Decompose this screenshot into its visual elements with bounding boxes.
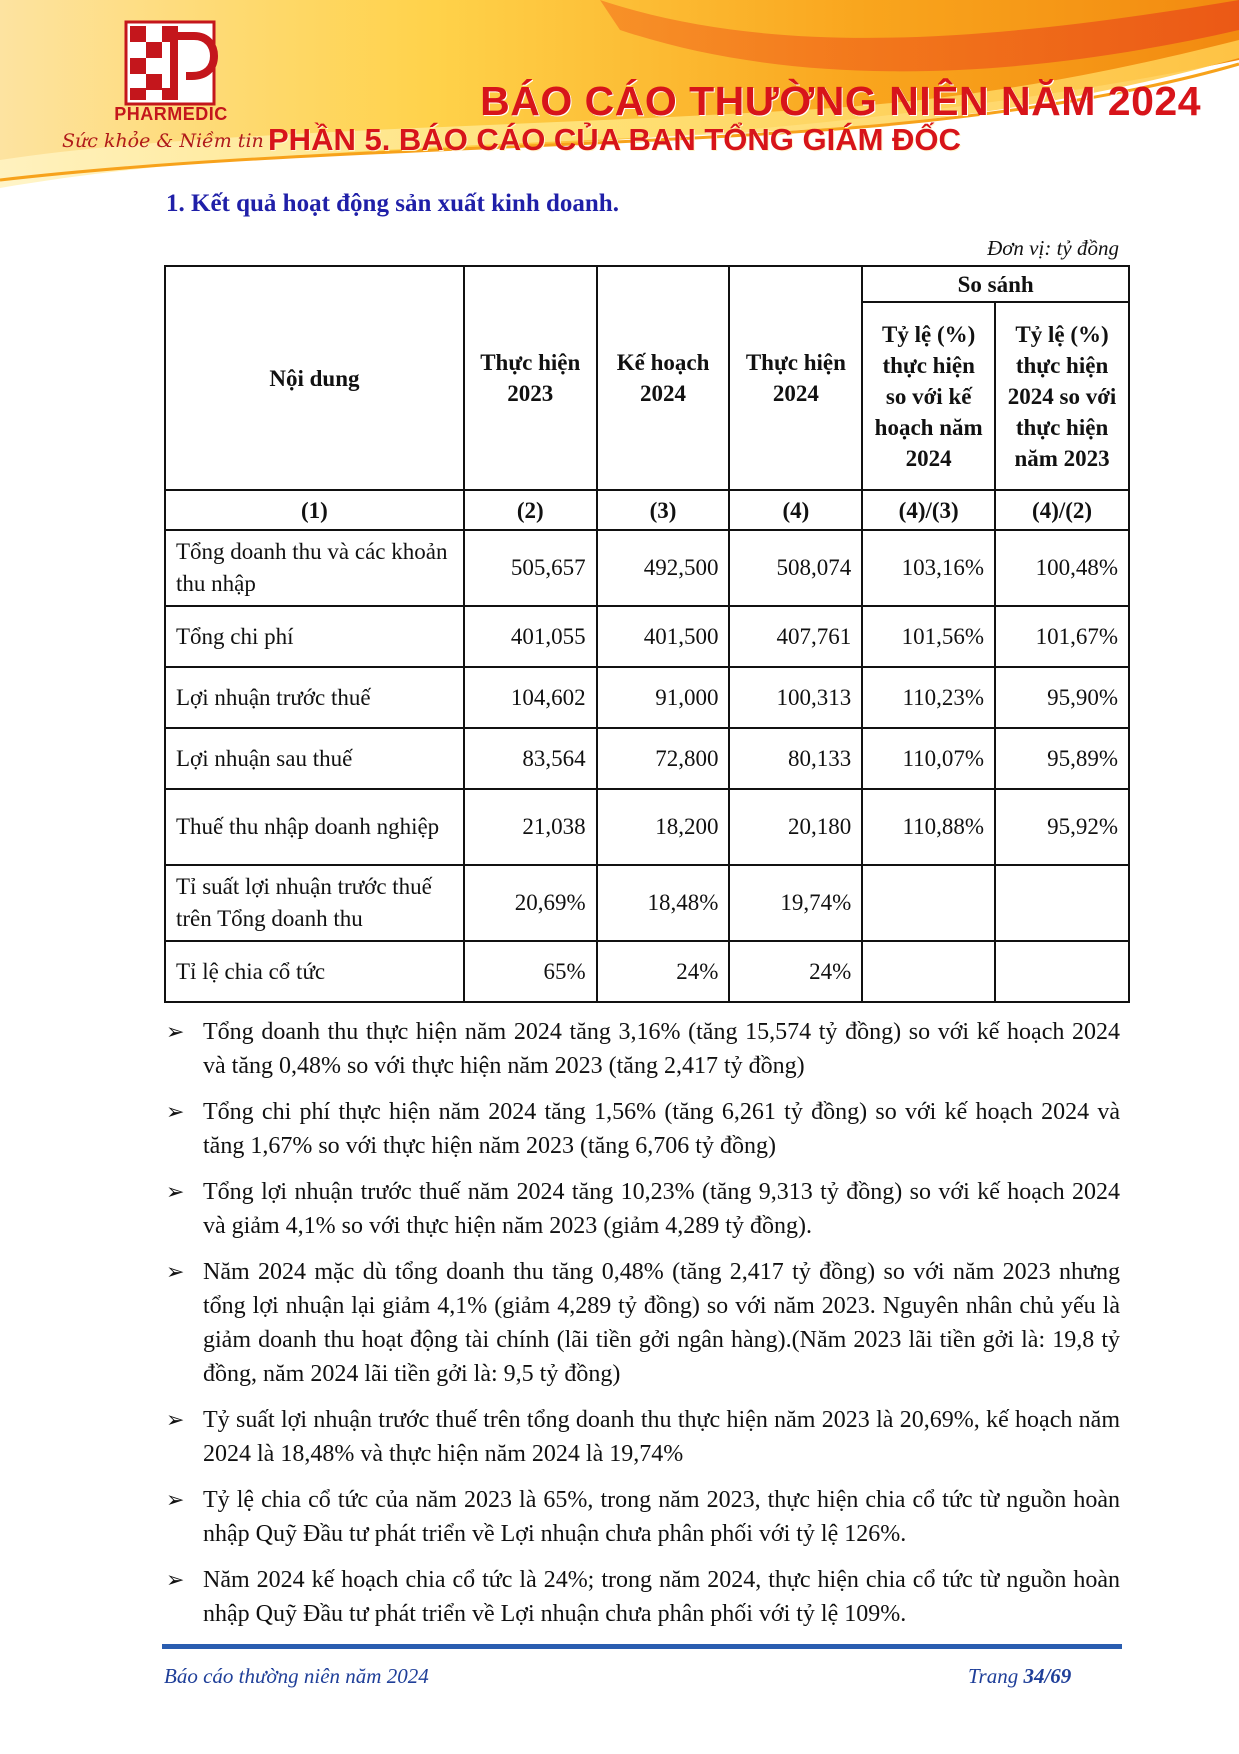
value-actual-2024: 19,74% bbox=[729, 865, 862, 941]
row-label: Lợi nhuận trước thuế bbox=[165, 667, 464, 728]
brand-slogan: Sức khỏe & Niềm tin bbox=[62, 130, 264, 152]
arrow-bullet-icon: ➢ bbox=[166, 1259, 185, 1284]
table-row bbox=[165, 728, 1129, 789]
value-ratio-prev bbox=[995, 941, 1129, 1002]
value-ratio-prev: 95,90% bbox=[995, 667, 1129, 728]
value-ratio-plan bbox=[862, 865, 995, 941]
list-item bbox=[166, 1483, 1120, 1551]
list-item bbox=[166, 1175, 1120, 1243]
header-content: Nội dung bbox=[165, 266, 464, 490]
footer-divider bbox=[162, 1644, 1122, 1649]
table-row bbox=[165, 789, 1129, 865]
unit-note: Đơn vị: tỷ đồng bbox=[987, 236, 1119, 260]
value-plan-2024: 18,48% bbox=[597, 865, 730, 941]
bullet-text: Năm 2024 kế hoạch chia cổ tức là 24%; trong năm 2024, thực hiện chia cổ tức từ nguồn hoàn nhập Quỹ Đầu tư phát triển về Lợi nhuận chưa phân phối với tỷ lệ 109%. bbox=[203, 1567, 1120, 1627]
table-row bbox=[165, 865, 1129, 941]
value-actual-2024: 20,180 bbox=[729, 789, 862, 865]
bullet-text: Tổng doanh thu thực hiện năm 2024 tăng 3,16% (tăng 15,574 tỷ đồng) so với kế hoạch 2024 và tăng 0,48% so với thực hiện năm 2023 (tăng 2,417 tỷ đồng) bbox=[203, 1019, 1120, 1079]
value-actual-2024: 80,133 bbox=[729, 728, 862, 789]
value-plan-2024: 24% bbox=[597, 941, 730, 1002]
value-ratio-plan: 110,07% bbox=[862, 728, 995, 789]
value-ratio-plan bbox=[862, 941, 995, 1002]
value-actual-2023: 20,69% bbox=[464, 865, 597, 941]
index-cell: (3) bbox=[597, 490, 730, 530]
list-item bbox=[166, 1403, 1120, 1471]
value-ratio-plan: 101,56% bbox=[862, 606, 995, 667]
value-plan-2024: 492,500 bbox=[597, 530, 730, 606]
index-cell: (1) bbox=[165, 490, 464, 530]
value-actual-2024: 407,761 bbox=[729, 606, 862, 667]
value-plan-2024: 18,200 bbox=[597, 789, 730, 865]
index-cell: (4)/(2) bbox=[995, 490, 1129, 530]
brand-name: PHARMEDIC bbox=[114, 104, 228, 124]
section-title: PHẦN 5. BÁO CÁO CỦA BAN TỔNG GIÁM ĐỐC bbox=[268, 122, 961, 157]
value-plan-2024: 72,800 bbox=[597, 728, 730, 789]
value-actual-2023: 65% bbox=[464, 941, 597, 1002]
page-number bbox=[968, 1664, 1071, 1689]
row-label: Tổng doanh thu và các khoản thu nhập bbox=[165, 530, 464, 606]
value-ratio-plan: 110,88% bbox=[862, 789, 995, 865]
summary-bullets bbox=[166, 1015, 1120, 1643]
arrow-bullet-icon: ➢ bbox=[166, 1179, 185, 1204]
bullet-text: Tỷ lệ chia cổ tức của năm 2023 là 65%, trong năm 2023, thực hiện chia cổ tức từ nguồn hoàn nhập Quỹ Đầu tư phát triển về Lợi nhuận chưa phân phối với tỷ lệ 126%. bbox=[203, 1487, 1120, 1547]
index-cell: (4) bbox=[729, 490, 862, 530]
arrow-bullet-icon: ➢ bbox=[166, 1487, 185, 1512]
value-plan-2024: 401,500 bbox=[597, 606, 730, 667]
value-actual-2023: 83,564 bbox=[464, 728, 597, 789]
value-ratio-plan: 103,16% bbox=[862, 530, 995, 606]
value-actual-2023: 505,657 bbox=[464, 530, 597, 606]
arrow-bullet-icon: ➢ bbox=[166, 1407, 185, 1432]
value-actual-2024: 508,074 bbox=[729, 530, 862, 606]
list-item bbox=[166, 1015, 1120, 1083]
row-label: Lợi nhuận sau thuế bbox=[165, 728, 464, 789]
list-item bbox=[166, 1095, 1120, 1163]
value-actual-2024: 100,313 bbox=[729, 667, 862, 728]
value-ratio-prev: 101,67% bbox=[995, 606, 1129, 667]
value-ratio-plan: 110,23% bbox=[862, 667, 995, 728]
value-actual-2023: 21,038 bbox=[464, 789, 597, 865]
results-table bbox=[164, 265, 1130, 1003]
page-value: 34/69 bbox=[1023, 1664, 1072, 1688]
value-actual-2023: 104,602 bbox=[464, 667, 597, 728]
arrow-bullet-icon: ➢ bbox=[166, 1567, 185, 1592]
list-item bbox=[166, 1563, 1120, 1631]
value-plan-2024: 91,000 bbox=[597, 667, 730, 728]
arrow-bullet-icon: ➢ bbox=[166, 1019, 185, 1044]
page-prefix: Trang bbox=[968, 1664, 1024, 1688]
value-ratio-prev: 95,92% bbox=[995, 789, 1129, 865]
bullet-text: Tỷ suất lợi nhuận trước thuế trên tổng doanh thu thực hiện năm 2023 là 20,69%, kế hoạch năm 2024 là 18,48% và thực hiện năm 2024 là 19,74% bbox=[203, 1407, 1120, 1467]
value-ratio-prev bbox=[995, 865, 1129, 941]
arrow-bullet-icon: ➢ bbox=[166, 1099, 185, 1124]
row-label: Tỉ lệ chia cổ tức bbox=[165, 941, 464, 1002]
row-label: Thuế thu nhập doanh nghiệp bbox=[165, 789, 464, 865]
header-actual-2023: Thực hiện 2023 bbox=[464, 266, 597, 490]
header-ratio-plan: Tỷ lệ (%) thực hiện so với kế hoạch năm 2024 bbox=[862, 302, 995, 490]
value-actual-2023: 401,055 bbox=[464, 606, 597, 667]
list-item bbox=[166, 1255, 1120, 1391]
bullet-text: Tổng chi phí thực hiện năm 2024 tăng 1,56% (tăng 6,261 tỷ đồng) so với kế hoạch 2024 và tăng 1,67% so với thực hiện năm 2023 (tăng 6,706 tỷ đồng) bbox=[203, 1099, 1120, 1159]
table-row bbox=[165, 530, 1129, 606]
value-actual-2024: 24% bbox=[729, 941, 862, 1002]
row-label: Tỉ suất lợi nhuận trước thuế trên Tổng doanh thu bbox=[165, 865, 464, 941]
header-ratio-prev: Tỷ lệ (%) thực hiện 2024 so với thực hiện năm 2023 bbox=[995, 302, 1129, 490]
section-heading: 1. Kết quả hoạt động sản xuất kinh doanh. bbox=[166, 190, 619, 217]
header-actual-2024: Thực hiện 2024 bbox=[729, 266, 862, 490]
bullet-text: Tổng lợi nhuận trước thuế năm 2024 tăng 10,23% (tăng 9,313 tỷ đồng) so với kế hoạch 2024 và giảm 4,1% so với thực hiện năm 2023 (giảm 4,289 tỷ đồng). bbox=[203, 1179, 1120, 1239]
value-ratio-prev: 100,48% bbox=[995, 530, 1129, 606]
index-cell: (4)/(3) bbox=[862, 490, 995, 530]
table-row bbox=[165, 606, 1129, 667]
header-plan-2024: Kế hoạch 2024 bbox=[597, 266, 730, 490]
table-row bbox=[165, 667, 1129, 728]
pharmedic-logo bbox=[120, 18, 220, 108]
bullet-text: Năm 2024 mặc dù tổng doanh thu tăng 0,48% (tăng 2,417 tỷ đồng) so với năm 2023 nhưng tổng lợi nhuận lại giảm 4,1% (giảm 4,289 tỷ đồng) so với năm 2023. Nguyên nhân chủ yếu là giảm doanh thu hoạt động tài chính (lãi tiền gởi ngân hàng).(Năm 2023 lãi tiền gởi là: 19,8 tỷ đồng, năm 2024 lãi tiền gởi là: 9,5 tỷ đồng) bbox=[203, 1259, 1120, 1387]
value-ratio-prev: 95,89% bbox=[995, 728, 1129, 789]
report-title: BÁO CÁO THƯỜNG NIÊN NĂM 2024 bbox=[480, 78, 1201, 124]
header-compare: So sánh bbox=[862, 266, 1129, 302]
index-cell: (2) bbox=[464, 490, 597, 530]
table-row bbox=[165, 941, 1129, 1002]
row-label: Tổng chi phí bbox=[165, 606, 464, 667]
footer-report-name: Báo cáo thường niên năm 2024 bbox=[164, 1664, 429, 1688]
